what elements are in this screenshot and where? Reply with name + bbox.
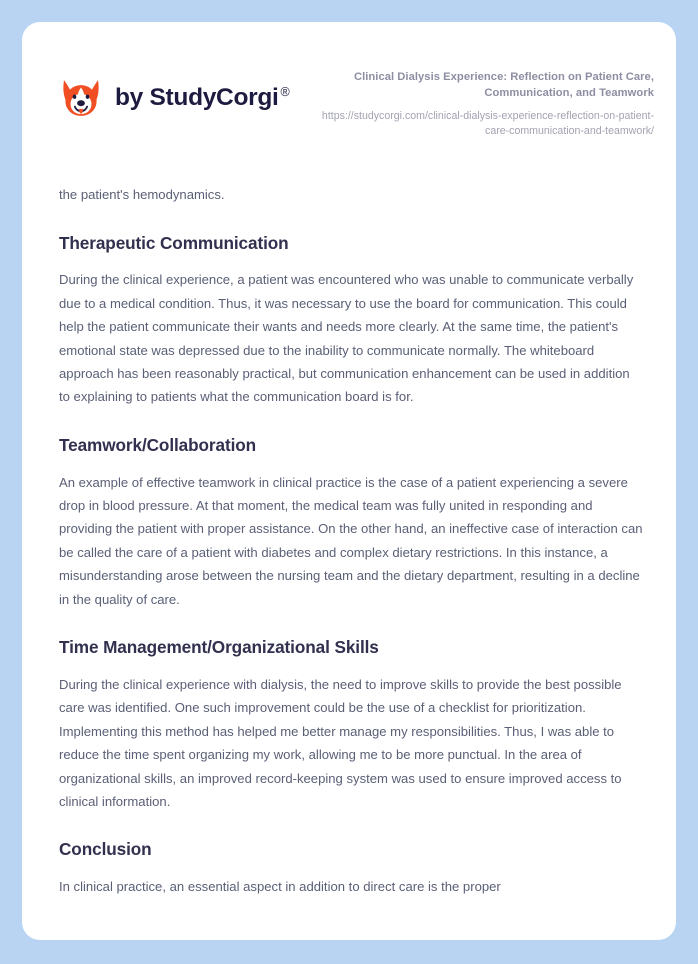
brand-wordmark-text: by StudyCorgi (115, 84, 279, 111)
document-source-url: https://studycorgi.com/clinical-dialysis-experience-reflection-on-patient-care-communication-and-teamwork/ (321, 109, 654, 138)
section-heading-conclusion: Conclusion (59, 839, 152, 860)
corgi-face-icon (59, 76, 103, 120)
section-heading-therapeutic-communication: Therapeutic Communication (59, 232, 289, 253)
section-paragraph-conclusion: In clinical practice, an essential aspect in addition to direct care is the proper (59, 879, 501, 895)
section-heading-time-management: Time Management/Organizational Skills (59, 637, 379, 658)
section-paragraph-teamwork-collaboration: An example of effective teamwork in clinical practice is the case of a patient experiencing a severe drop in blood pressure. At that moment, the medical team was fully united in responding and providing the patient with proper assistance. On the other hand, an ineffective case of interaction can be called the care of a patient with diabetes and complex dietary restrictions. In this instance, a misunderstanding arose between the nursing team and the dietary department, resulting in a decline in the quality of care. (59, 474, 643, 607)
brand-wordmark (115, 84, 289, 112)
section-heading-teamwork-collaboration: Teamwork/Collaboration (59, 434, 257, 455)
continued-paragraph: the patient's hemodynamics. (59, 187, 225, 203)
studycorgi-brand (59, 68, 289, 120)
document-page-card (22, 22, 676, 940)
section-paragraph-therapeutic-communication: During the clinical experience, a patient was encountered who was unable to communicate verbally due to a medical condition. Thus, it was necessary to use the board for communication. This could help the patient communicate their wants and needs more clearly. At the same time, the patient's emotional state was depressed due to the inability to communicate normally. The whiteboard approach has been reasonably practical, but communication enhancement can be used in addition to explaining to patients what the communication board is for. (59, 272, 634, 405)
section-paragraph-time-management: During the clinical experience with dialysis, the need to improve skills to provide the best possible care was identified. One such improvement could be the use of a checklist for prioritization. Implementing this method has helped me better manage my responsibilities. Thus, I was able to reduce the time spent organizing my work, allowing me to be more punctual. In the area of organizational skills, an improved record-keeping system was used to ensure improved access to clinical information. (59, 676, 622, 809)
registered-trademark-icon: ® (280, 84, 290, 99)
document-header (22, 22, 676, 139)
header-meta (309, 68, 654, 139)
document-body (22, 183, 676, 898)
document-title: Clinical Dialysis Experience: Reflection on Patient Care, Communication, and Teamwork (353, 71, 654, 99)
